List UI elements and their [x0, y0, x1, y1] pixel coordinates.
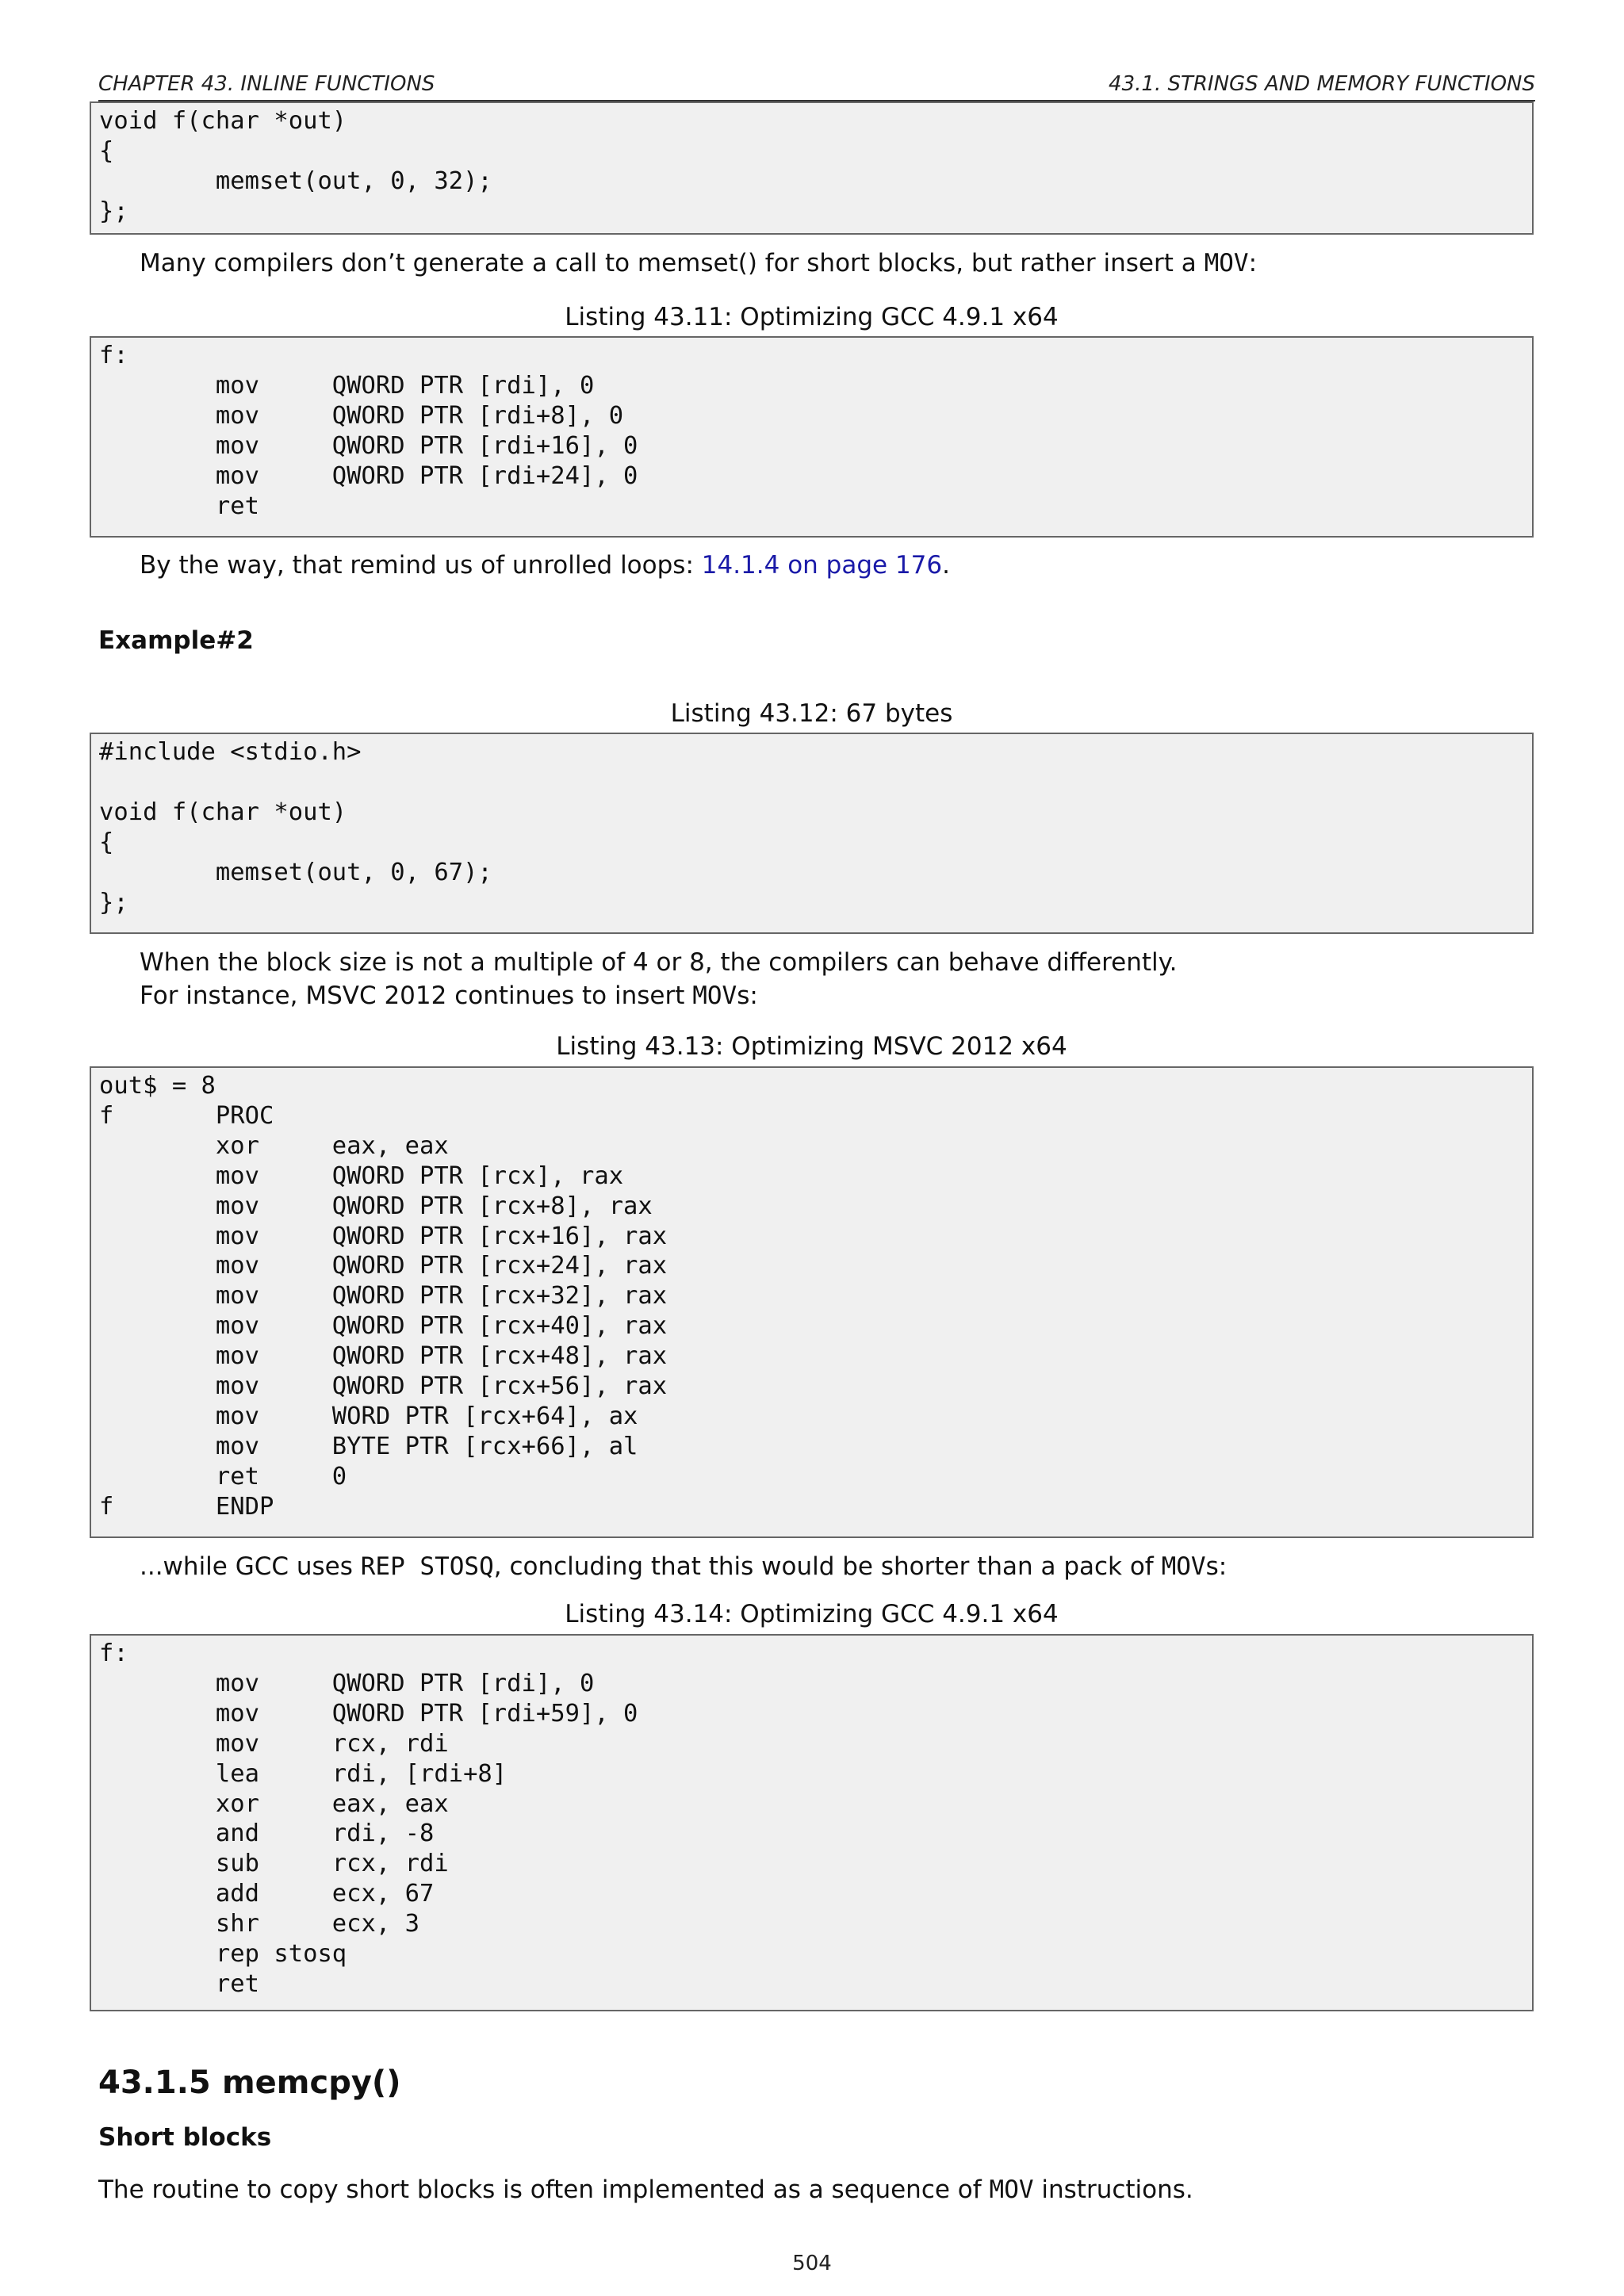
paragraph-end: : — [1248, 249, 1258, 277]
code-listing-memset-32: void f(char *out) { memset(out, 0, 32); }; — [90, 101, 1534, 235]
listing-caption-43-11: Listing 43.11: Optimizing GCC 4.9.1 x64 — [565, 303, 1059, 331]
paragraph-end: instructions. — [1033, 2175, 1193, 2204]
inline-code: MOV — [1204, 249, 1249, 277]
running-header — [98, 68, 1535, 101]
inline-code: MOV — [692, 982, 737, 1010]
paragraph-text: Many compilers don’t generate a call to memset() for short blocks, but rather insert a — [140, 249, 1205, 277]
paragraph-msvc-movs — [140, 980, 758, 1012]
code-listing-43-13: out$ = 8 f PROC xor eax, eax mov QWORD PTR [rcx], rax mov QWORD PTR [rcx+8], rax mov QWORD PTR [rcx+16], rax mov QWORD PTR [rcx+24], rax mov QWORD PTR [rcx+32], rax mov QWORD PTR [rcx+40], rax mov QWORD PTR [rcx+48], rax mov QWORD PTR [rcx+56], rax mov WORD PTR [rcx+64], ax mov BYTE PTR [rcx+66], al ret 0 f ENDP — [90, 1066, 1534, 1538]
paragraph-block-size: When the block size is not a multiple of 4 or 8, the compilers can behave differently. — [140, 948, 1178, 977]
listing-caption-43-12: Listing 43.12: 67 bytes — [670, 699, 953, 728]
section-number: 43.1.5 — [98, 2064, 211, 2101]
paragraph-memcpy-short — [98, 2174, 1193, 2206]
paragraph-text: The routine to copy short blocks is often implemented as a sequence of — [98, 2175, 990, 2204]
inline-code: MOV — [1161, 1552, 1206, 1581]
inline-code: MOV — [989, 2175, 1034, 2204]
paragraph-gcc-rep-stosq — [140, 1551, 1227, 1582]
paragraph-unrolled-loops — [140, 549, 950, 581]
paragraph-end: s: — [1205, 1552, 1228, 1581]
subsection-heading: Short blocks — [98, 2123, 272, 2152]
section-heading — [98, 2063, 400, 2103]
header-section: 43.1. STRINGS AND MEMORY FUNCTIONS — [1109, 72, 1535, 96]
paragraph-end: . — [942, 551, 950, 580]
paragraph-end: s: — [737, 982, 758, 1010]
code-listing-43-14: f: mov QWORD PTR [rdi], 0 mov QWORD PTR [rdi+59], 0 mov rcx, rdi lea rdi, [rdi+8] xor eax, eax and rdi, -8 sub rcx, rdi add ecx, 67 shr ecx, 3 rep stosq ret — [90, 1634, 1534, 2011]
example-heading: Example#2 — [98, 626, 254, 655]
paragraph-text: By the way, that remind us of unrolled loops: — [140, 551, 702, 580]
listing-caption-43-14: Listing 43.14: Optimizing GCC 4.9.1 x64 — [565, 1600, 1059, 1628]
paragraph-text: ...while GCC uses — [140, 1552, 361, 1581]
listing-caption-43-13: Listing 43.13: Optimizing MSVC 2012 x64 — [556, 1032, 1067, 1061]
code-listing-43-12: #include <stdio.h> void f(char *out) { memset(out, 0, 67); }; — [90, 733, 1534, 934]
paragraph-text: , concluding that this would be shorter than a pack of — [493, 1552, 1162, 1581]
section-title: memcpy() — [222, 2064, 401, 2101]
inline-code: REP STOSQ — [360, 1552, 494, 1581]
cross-reference-link[interactable]: 14.1.4 on page 176 — [701, 551, 943, 580]
header-chapter: CHAPTER 43. INLINE FUNCTIONS — [98, 72, 435, 96]
paragraph-memset-short-blocks — [140, 247, 1257, 279]
page-number: 504 — [792, 2252, 832, 2275]
code-listing-43-11: f: mov QWORD PTR [rdi], 0 mov QWORD PTR [rdi+8], 0 mov QWORD PTR [rdi+16], 0 mov QWORD PTR [rdi+24], 0 ret — [90, 336, 1534, 538]
paragraph-text: For instance, MSVC 2012 continues to insert — [140, 982, 693, 1010]
